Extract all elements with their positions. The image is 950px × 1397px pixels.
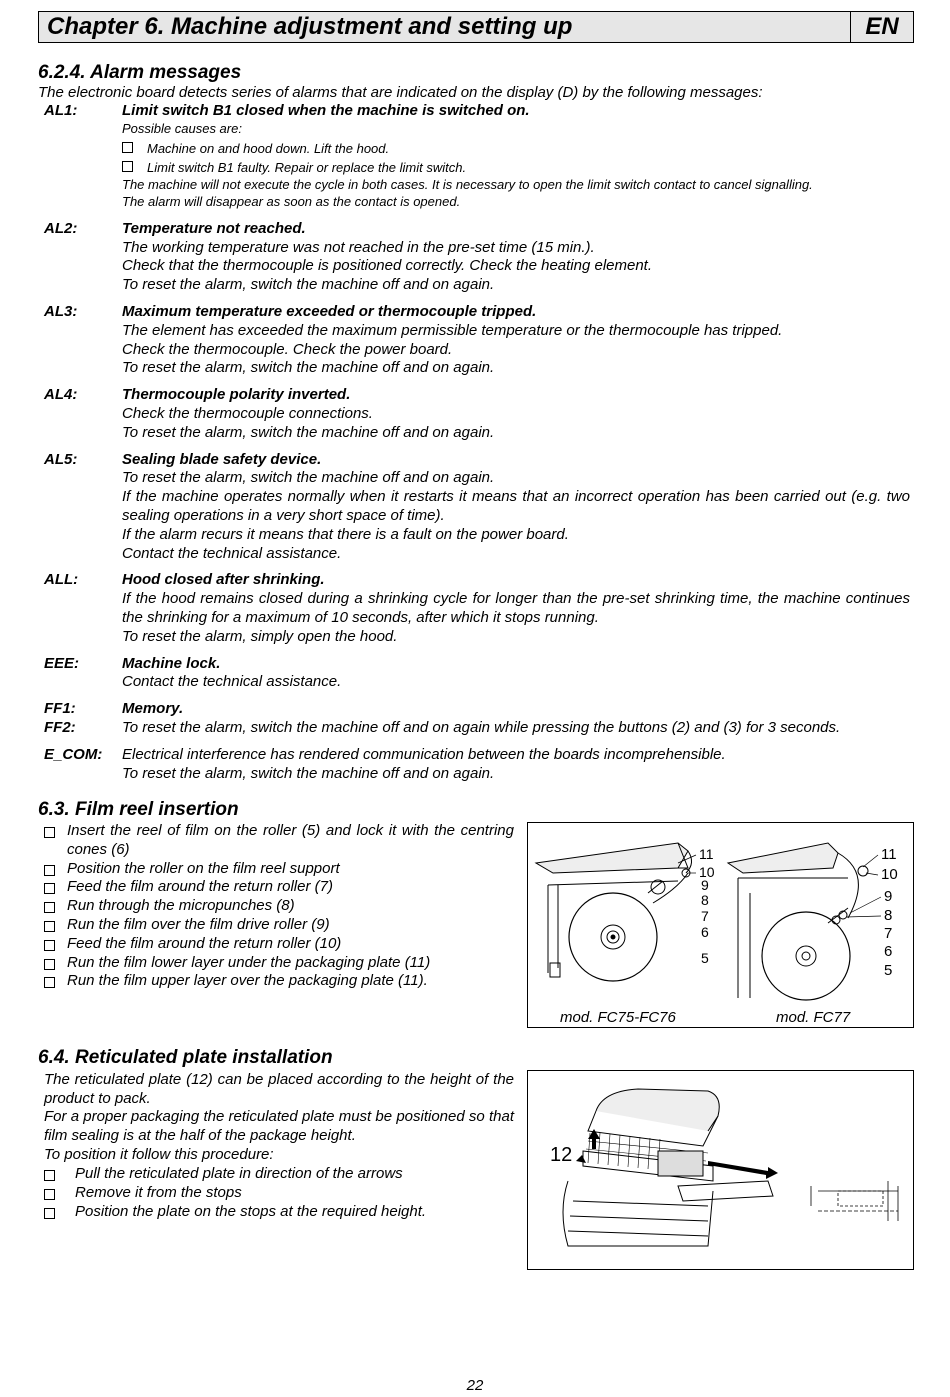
plate-paragraph-3: To position it follow this procedure:: [44, 1146, 274, 1163]
checkbox-bullet-icon: [44, 865, 55, 876]
list-item: Remove it from the stops: [44, 1184, 514, 1203]
alarm-text: To reset the alarm, switch the machine off and on again.: [122, 469, 495, 487]
plate-paragraph-1: The reticulated plate (12) can be placed according to the height of the product to pack.: [44, 1071, 514, 1107]
checkbox-bullet-icon: [44, 827, 55, 838]
checkbox-bullet-icon: [44, 1208, 55, 1219]
alarm-al2: [44, 220, 910, 295]
alarm-code: FF2:: [44, 718, 76, 736]
reticulated-plate-diagram: [528, 1071, 913, 1269]
alarm-al4: [44, 386, 910, 442]
alarm-list: [44, 102, 910, 783]
alarm-text: Check the thermocouple. Check the power board.: [122, 340, 453, 358]
alarm-text: To reset the alarm, switch the machine off and on again.: [122, 423, 495, 441]
alarm-code: AL3:: [44, 302, 78, 320]
plate-steps: [44, 1165, 514, 1221]
label-10-left: 10: [699, 864, 715, 880]
alarm-text: If the hood remains closed during a shrinking cycle for longer than the pre-set shrinking time, the machine continues the shrinking for a maximum of 10 seconds, after which it stops running.: [122, 590, 910, 626]
list-item: Run the film lower layer under the packaging plate (11): [44, 954, 514, 973]
alarm-title: Maximum temperature exceeded or thermocouple tripped.: [122, 302, 537, 320]
alarm-text: The working temperature was not reached in the pre-set time (15 min.).: [122, 238, 595, 256]
label-7-left: 7: [701, 908, 709, 924]
alarm-text: To reset the alarm, simply open the hood.: [122, 627, 398, 645]
alarm-eee: [44, 655, 910, 693]
alarm-text: Possible causes are:: [122, 120, 242, 136]
chapter-title: Chapter 6. Machine adjustment and setting up: [47, 13, 573, 40]
bullet-item: Machine on and hood down. Lift the hood.: [122, 138, 910, 158]
alarm-text: To reset the alarm, switch the machine off and on again while pressing the buttons (2) and (3) for 3 seconds.: [122, 718, 841, 736]
alarm-al1: [44, 102, 910, 211]
caption-fc75-fc76: mod. FC75-FC76: [560, 1009, 676, 1026]
alarm-text: Contact the technical assistance.: [122, 673, 342, 691]
label-5-right: 5: [884, 962, 893, 979]
list-item: Feed the film around the return roller (10): [44, 935, 514, 954]
alarm-text: If the machine operates normally when it restarts it means that an incorrect operation has been carried out (e.g. two sealing operations in a very short space of time).: [122, 488, 910, 524]
label-10-right: 10: [881, 866, 898, 883]
checkbox-bullet-icon: [44, 921, 55, 932]
section-heading-alarm-messages: 6.2.4. Alarm messages: [38, 62, 242, 83]
label-6-right: 6: [884, 943, 893, 960]
checkbox-bullet-icon: [44, 883, 55, 894]
section-heading-film-reel: 6.3. Film reel insertion: [38, 799, 239, 820]
alarm-text: The machine will not execute the cycle in both cases. It is necessary to open the limit switch contact to cancel signalling.: [122, 177, 813, 193]
alarm-title: Machine lock.: [122, 654, 221, 672]
alarm-text: If the alarm recurs it means that there is a fault on the power board.: [122, 525, 569, 543]
bullet-item: Limit switch B1 faulty. Repair or replace the limit switch.: [122, 157, 910, 177]
alarm-title: Limit switch B1 closed when the machine is switched on.: [122, 102, 530, 119]
alarm-code: FF1:: [44, 700, 76, 718]
alarm-ff: [44, 700, 910, 738]
chapter-header: [38, 11, 914, 43]
list-item: Pull the reticulated plate in direction of the arrows: [44, 1165, 514, 1184]
alarm-ecom: [44, 746, 910, 784]
alarm-text: The element has exceeded the maximum permissible temperature or the thermocouple has tripped.: [122, 321, 783, 339]
label-11-right: 11: [881, 846, 897, 863]
list-item: Run the film over the film drive roller (9): [44, 916, 514, 935]
alarm-al5: [44, 451, 910, 564]
alarm-title: Memory.: [122, 700, 184, 718]
alarm-code: EEE:: [44, 654, 80, 672]
alarm-title: Sealing blade safety device.: [122, 450, 322, 468]
label-12: 12: [550, 1144, 573, 1166]
alarm-code: AL1:: [44, 102, 78, 119]
list-item: Run the film upper layer over the packaging plate (11).: [44, 972, 514, 991]
label-8-right: 8: [884, 907, 893, 924]
alarm-al3: [44, 303, 910, 378]
alarm-title: Hood closed after shrinking.: [122, 571, 325, 589]
checkbox-bullet-icon: [44, 977, 55, 988]
checkbox-bullet-icon: [44, 959, 55, 970]
alarm-text: Electrical interference has rendered communication between the boards incomprehensible.: [122, 745, 726, 763]
list-item: Position the roller on the film reel support: [44, 860, 514, 879]
film-reel-figure: [527, 822, 914, 1028]
label-11-left: 11: [699, 846, 714, 862]
alarm-title: Thermocouple polarity inverted.: [122, 386, 351, 404]
label-9-left: 9: [701, 877, 709, 893]
label-7-right: 7: [884, 925, 893, 942]
reticulated-plate-figure: [527, 1070, 914, 1270]
label-9-right: 9: [884, 888, 893, 905]
page-number: 22: [466, 1377, 484, 1394]
list-item: Run through the micropunches (8): [44, 897, 514, 916]
alarm-code: AL4:: [44, 386, 78, 404]
plate-paragraph-2: For a proper packaging the reticulated plate must be positioned so that film sealing is at the half of the package height.: [44, 1108, 514, 1144]
alarm-text: To reset the alarm, switch the machine off and on again.: [122, 764, 495, 782]
alarm-all: [44, 571, 910, 646]
checkbox-bullet-icon: [122, 142, 133, 153]
checkbox-bullet-icon: [44, 902, 55, 913]
list-item: Position the plate on the stops at the required height.: [44, 1203, 514, 1222]
alarm-text: Contact the technical assistance.: [122, 544, 342, 562]
caption-fc77: mod. FC77: [776, 1009, 851, 1026]
alarm-code: AL5:: [44, 450, 78, 468]
list-item: Insert the reel of film on the roller (5) and lock it with the centring cones (6): [44, 822, 514, 860]
checkbox-bullet-icon: [44, 1189, 55, 1200]
list-item: Feed the film around the return roller (7): [44, 878, 514, 897]
alarm-intro: The electronic board detects series of alarms that are indicated on the display (D) by the following messages:: [38, 84, 763, 101]
alarm-text: To reset the alarm, switch the machine off and on again.: [122, 359, 495, 377]
alarm-text: Check that the thermocouple is positioned correctly. Check the heating element.: [122, 257, 653, 275]
section-heading-reticulated-plate: 6.4. Reticulated plate installation: [38, 1047, 333, 1068]
alarm-title: Temperature not reached.: [122, 219, 306, 237]
label-5-left: 5: [701, 950, 709, 966]
alarm-text: The alarm will disappear as soon as the contact is opened.: [122, 193, 461, 209]
checkbox-bullet-icon: [44, 940, 55, 951]
label-8-left: 8: [701, 892, 709, 908]
language-code: EN: [850, 12, 913, 42]
film-reel-steps: [44, 822, 514, 991]
checkbox-bullet-icon: [44, 1170, 55, 1181]
alarm-code: AL2:: [44, 219, 78, 237]
alarm-code: ALL:: [44, 571, 79, 589]
alarm-text: Check the thermocouple connections.: [122, 404, 373, 422]
alarm-text: To reset the alarm, switch the machine off and on again.: [122, 276, 495, 294]
label-6-left: 6: [701, 924, 709, 940]
checkbox-bullet-icon: [122, 161, 133, 172]
film-reel-diagram: [528, 823, 913, 1027]
alarm-code: E_COM:: [44, 745, 103, 763]
